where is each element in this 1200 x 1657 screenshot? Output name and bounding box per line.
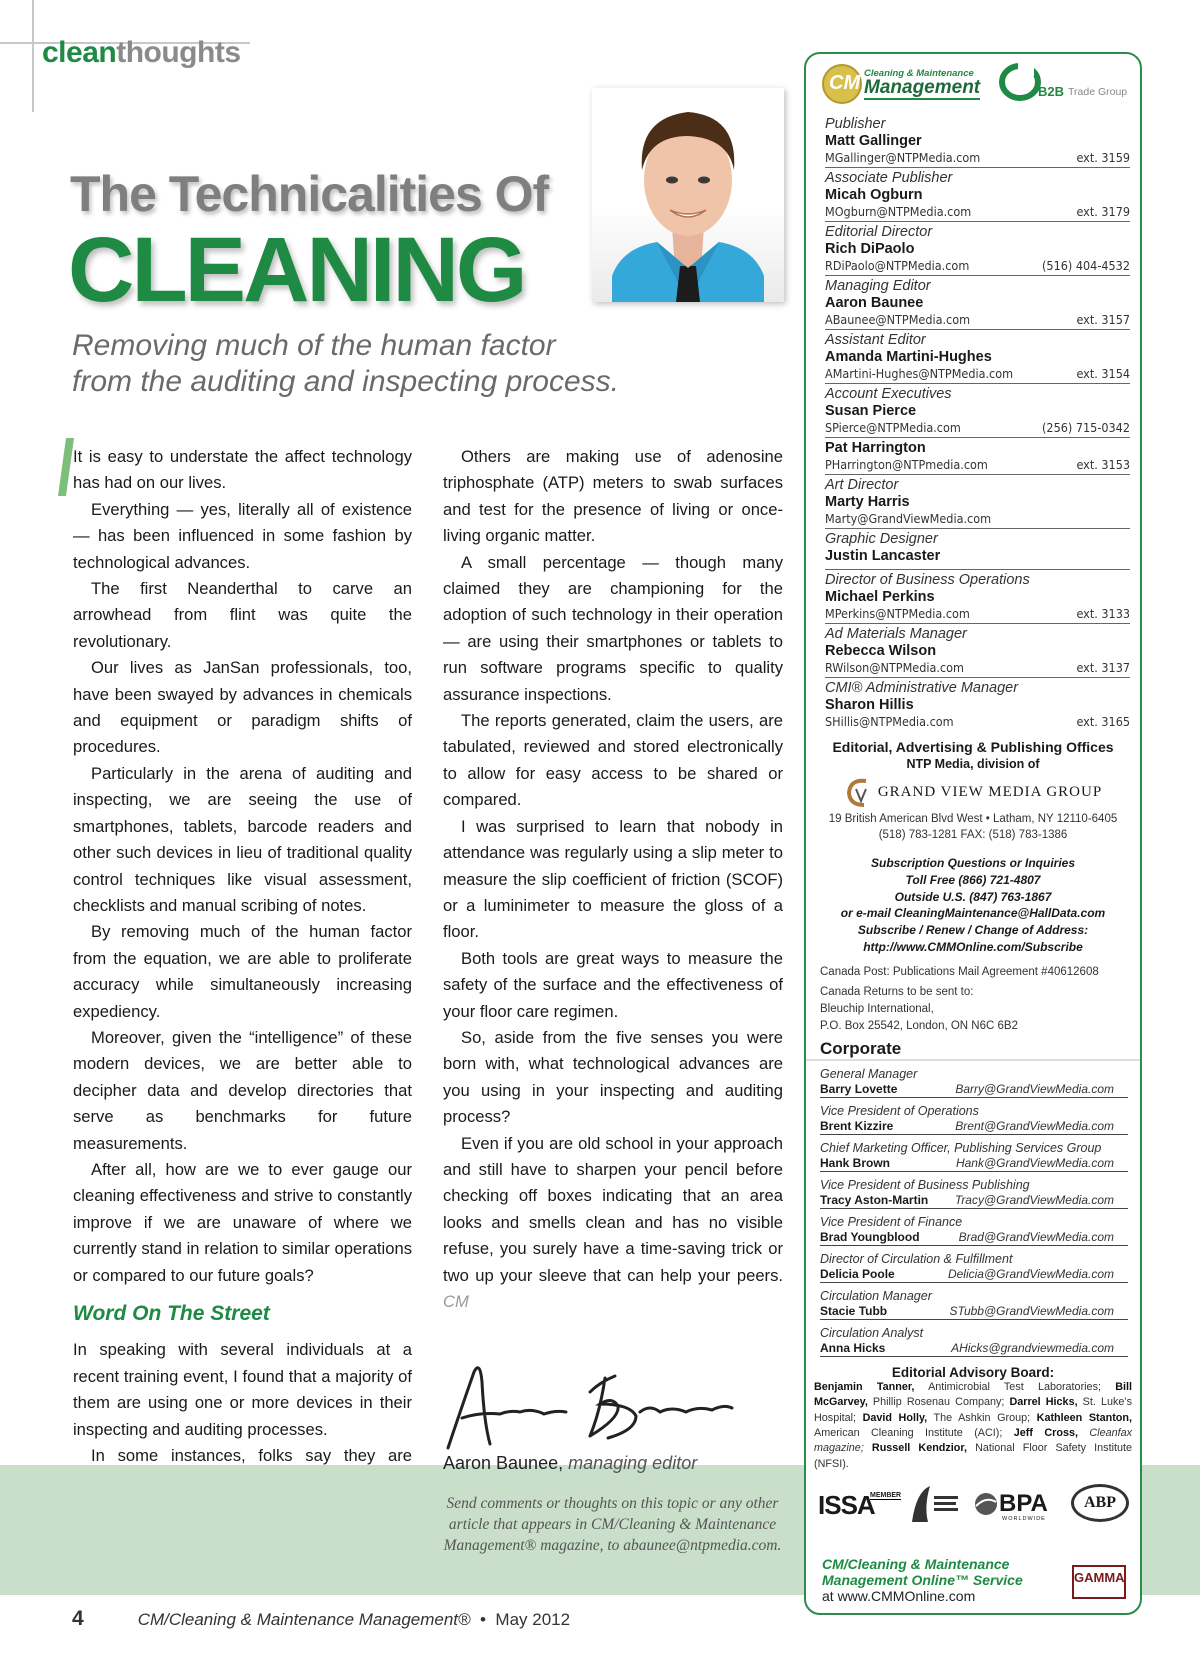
masthead-logo-big: Management xyxy=(864,77,981,98)
corporate-entry: Circulation Analyst Anna Hicks AHicks@grandviewmedia.com xyxy=(820,1320,1128,1357)
staff-entry: Graphic Designer Justin Lancaster xyxy=(825,529,1130,570)
paragraph: Particularly in the arena of auditing and inspecting, we are seeing the use of smartphones, tablets, barcode readers and other such devices in lieu of traditional quality control techniques like visual assessment, checklists and manual scribing of notes. xyxy=(73,763,412,915)
contact-note: Send comments or thoughts on this topic or any other article that appears in CM/Cleaning & Maintenance Management® magazine, to abaunee@ntpmedia.com. xyxy=(443,1495,782,1554)
paragraph: Our lives as JanSan professionals, too, have been swayed by advances in chemicals and equipment or paradigm shifts of procedures. xyxy=(73,658,412,757)
staff-entry: Pat Harrington PHarrington@NTPmedia.com ext. 3153 xyxy=(825,438,1130,475)
masthead-logo-small: Cleaning & Maintenance xyxy=(864,68,974,79)
paragraph: It is easy to understate the affect technology has had on our lives. xyxy=(73,447,412,493)
office-address: 19 British American Blvd West • Latham, NY 12110-6405 (518) 783-1281 FAX: (518) 783-1386 xyxy=(828,813,1118,841)
corporate-list xyxy=(806,1061,1140,1357)
b2b-logo-text: B2B xyxy=(1038,84,1065,99)
deck-line2: from the auditing and inspecting process. xyxy=(72,365,619,398)
section-label-clean: clean xyxy=(42,36,117,69)
deck-line1: Removing much of the human factor xyxy=(72,329,556,362)
deck xyxy=(72,328,672,400)
paragraph: Moreover, given the “intelligence” of these modern devices, we are better able to decipher data and develop directories that serve as benchmarks for future measurements. xyxy=(73,1027,412,1153)
offices-header: Editorial, Advertising & Publishing Offices xyxy=(832,739,1114,755)
issa-member-text: MEMBER xyxy=(870,1492,902,1500)
paragraph: So, aside from the five senses you were born with, what technological advances are you using in your inspecting and auditing process? xyxy=(443,1027,783,1127)
soy-ink-icon xyxy=(902,1482,962,1528)
canada-post-info: Canada Post: Publications Mail Agreement #40612608 Canada Returns to be sent to: Bleuchip International, P.O. Box 25542, London, ON N6C 6B2 xyxy=(820,965,1099,1032)
publication-name: CM/Cleaning & Maintenance Management® xyxy=(137,1610,471,1629)
issue-date: May 2012 xyxy=(495,1610,571,1629)
subhead: Word On The Street xyxy=(73,1302,270,1325)
page-footer xyxy=(72,1607,570,1631)
bpa-worldwide-text: WORLDWIDE xyxy=(1002,1516,1046,1523)
paragraph: The first Neanderthal to carve an arrowhead from flint was quite the revolutionary. xyxy=(73,579,412,651)
corporate-entry: General Manager Barry Lovette Barry@GrandViewMedia.com xyxy=(820,1061,1128,1098)
staff-entry: CMI® Administrative Manager Sharon Hillis SHillis@NTPMedia.com ext. 3165 xyxy=(825,680,1130,729)
corporate-entry: Vice President of Business Publishing Tracy Aston-Martin Tracy@GrandViewMedia.com xyxy=(820,1172,1128,1209)
membership-badges xyxy=(806,1478,1140,1534)
online-service: CM/Cleaning & Maintenance Management Online™ Service at www.CMMOnline.com xyxy=(822,1556,1023,1604)
corporate-entry: Director of Circulation & Fulfillment Delicia Poole Delicia@GrandViewMedia.com xyxy=(820,1246,1128,1283)
author-byline xyxy=(443,1453,697,1474)
author-name: Aaron Baunee, xyxy=(443,1453,564,1473)
staff-entry: Director of Business Operations Michael Perkins MPerkins@NTPMedia.com ext. 3133 xyxy=(825,570,1130,624)
paragraph: By removing much of the human factor from the equation, we are able to proliferate accuracy while simultaneously increasing expediency. xyxy=(73,922,412,1021)
crop-mark-vertical xyxy=(32,0,34,112)
author-title: managing editor xyxy=(568,1453,698,1473)
staff-entry: Art Director Marty Harris Marty@GrandViewMedia.com xyxy=(825,475,1130,529)
staff-list xyxy=(806,114,1140,731)
page-number: 4 xyxy=(72,1607,84,1630)
headline-line1: The Technicalities Of xyxy=(70,166,549,222)
staff-entry: Account Executives Susan Pierce SPierce@NTPMedia.com (256) 715-0342 xyxy=(825,384,1130,438)
corporate-entry: Vice President of Finance Brad Youngblood Brad@GrandViewMedia.com xyxy=(820,1209,1128,1246)
abp-logo: ABP xyxy=(1071,1484,1129,1522)
advisory-header: Editorial Advisory Board: xyxy=(891,1364,1055,1380)
corporate-header: Corporate xyxy=(806,1039,1140,1061)
gvmg-logo-icon xyxy=(844,775,874,809)
author-signature xyxy=(440,1352,760,1462)
gamma-award-badge: GAMMA xyxy=(1072,1565,1126,1599)
staff-entry: Ad Materials Manager Rebecca Wilson RWilson@NTPMedia.com ext. 3137 xyxy=(825,624,1130,678)
section-label-thoughts: thoughts xyxy=(116,36,241,69)
paragraph: The reports generated, claim the users, are tabulated, reviewed and stored electronically to allow for easy access to be shared or compared. xyxy=(443,711,783,810)
paragraph: In speaking with several individuals at a recent training event, I found that a majority of them are using one or more devices in their inspecting and auditing processes. xyxy=(73,1340,412,1439)
staff-entry: Publisher Matt Gallinger MGallinger@NTPMedia.com ext. 3159 xyxy=(825,114,1130,168)
paragraph-final xyxy=(443,1131,783,1316)
masthead-logos xyxy=(806,54,1140,114)
staff-entry: Associate Publisher Micah Ogburn MOgburn@NTPMedia.com ext. 3179 xyxy=(825,168,1130,222)
cm-logo-text: CM xyxy=(829,72,861,94)
paragraph: In some instances, folks say they are xyxy=(91,1446,412,1466)
paragraph: Both tools are great ways to measure the safety of the surface and the effectiveness of your floor care regimen. xyxy=(443,948,783,1021)
paragraph: A small percentage — though many claimed they are championing for the adoption of such technology in their operation — are using their smartphones or tablets to run software programs specific to quality assurance inspections. xyxy=(443,552,783,704)
issa-logo: ISSA xyxy=(818,1490,875,1521)
body-column-2 xyxy=(443,444,783,1315)
paragraph: After all, how are we to ever gauge our cleaning effectiveness and strive to constantly improve if we are unaware of where we currently stand in relation to similar operations or compared to our future goals? xyxy=(73,1159,412,1285)
staff-entry: Managing Editor Aaron Baunee ABaunee@NTPMedia.com ext. 3157 xyxy=(825,276,1130,330)
gvmg-text: GRAND VIEW MEDIA GROUP xyxy=(877,783,1103,800)
corporate-entry: Vice President of Operations Brent Kizzire Brent@GrandViewMedia.com xyxy=(820,1098,1128,1135)
paragraph: I was surprised to learn that nobody in attendance was regularly using a slip meter to measure the slip coefficient of friction (SCOF) or a luminimeter to measure the gloss of a floor. xyxy=(443,816,783,942)
bpa-globe-icon xyxy=(974,1492,998,1516)
corporate-entry: Chief Marketing Officer, Publishing Services Group Hank Brown Hank@GrandViewMedia.com xyxy=(820,1135,1128,1172)
section-label xyxy=(42,36,241,70)
trade-group-text: Trade Group xyxy=(1068,86,1128,98)
ntp-line: NTP Media, division of xyxy=(906,757,1040,771)
subscription-info: Subscription Questions or Inquiries Toll Free (866) 721-4807 Outside U.S. (847) 763-1867 or e-mail CleaningMaintenance@HallData.com Subscribe / Renew / Change of Address: http://www.CMMOnline.com/Subscribe xyxy=(840,856,1106,954)
bpa-logo: BPA xyxy=(999,1490,1048,1518)
end-mark: CM xyxy=(443,1292,469,1311)
author-headshot xyxy=(592,88,784,302)
paragraph: Others are making use of adenosine triphosphate (ATP) meters to swab surfaces and test for the presence of living or once-living organic matter. xyxy=(443,447,783,546)
body-column-1 xyxy=(73,444,412,1575)
masthead-box xyxy=(804,52,1142,1615)
staff-entry: Editorial Director Rich DiPaolo RDiPaolo@NTPMedia.com (516) 404-4532 xyxy=(825,222,1130,276)
gvmg-logo xyxy=(806,773,1140,811)
corporate-entry: Circulation Manager Stacie Tubb STubb@GrandViewMedia.com xyxy=(820,1283,1128,1320)
paragraph: Everything — yes, literally all of existence — has been influenced in some fashion by technological advances. xyxy=(73,499,412,572)
advisory-board: Benjamin Tanner, Antimicrobial Test Laboratories; Bill McGarvey, Phillip Rosenau Company; Darrel Hicks, St. Luke’s Hospital; David Holly, The Ashkin Group; Kathleen Stanton, American Cleaning Institute (ACI); Jeff Cross, Cleanfax magazine; Russell Kendzior, National Floor Safety Institute (NFSI). xyxy=(814,1380,1133,1470)
paragraph-final-text: Even if you are old school in your approach and still have to sharpen your pencil before checking off boxes indicating that an area looks and smells clean and has no visible refuse, you surely have a time-saving trick or two up your sleeve that can help your peers. xyxy=(443,1133,783,1285)
drop-cap-mark xyxy=(58,438,74,496)
staff-entry: Assistant Editor Amanda Martini-Hughes AMartini-Hughes@NTPMedia.com ext. 3154 xyxy=(825,330,1130,384)
headline-line2: CLEANING xyxy=(68,219,525,321)
footer-separator: • xyxy=(480,1610,486,1629)
